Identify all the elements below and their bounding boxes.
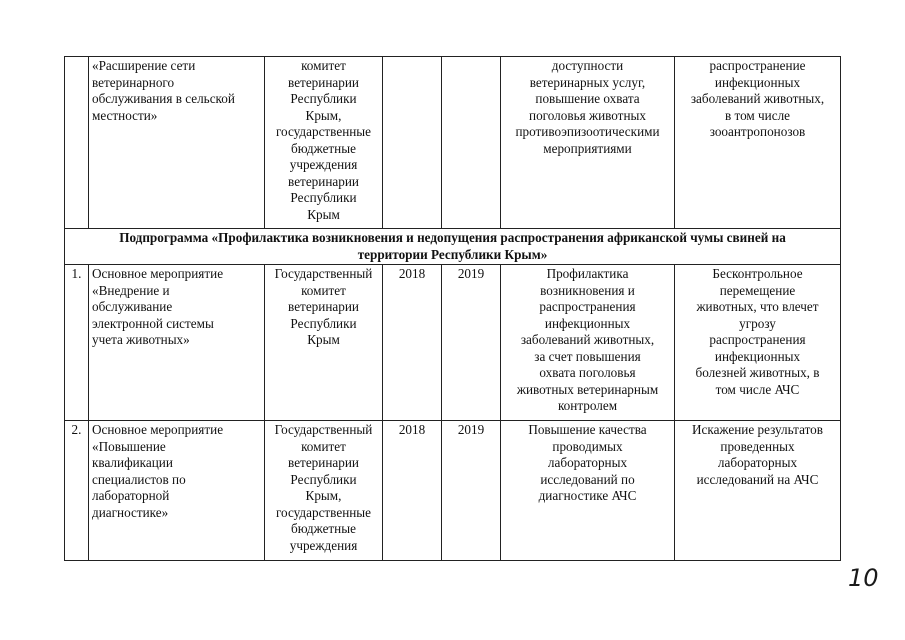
result-cell: Профилактика возникновения и распространения инфекционных заболеваний животных, за счет повышения охвата поголовья животных ветеринарным контролем (501, 265, 675, 421)
start-year-cell: 2018 (383, 421, 442, 561)
row-number-cell: 2. (65, 421, 89, 561)
subprogram-title: Подпрограмма «Профилактика возникновения и недопущения распространения африканской чумы свиней на территории Республики Крым» (65, 229, 841, 265)
executor-cell: комитет ветеринарии Республики Крым, государственные бюджетные учреждения ветеринарии Республики Крым (265, 57, 383, 229)
executor-cell: Государственный комитет ветеринарии Республики Крым, государственные бюджетные учреждения (265, 421, 383, 561)
measures-table (64, 56, 841, 561)
table-body (65, 57, 841, 561)
subprogram-row (65, 229, 841, 265)
end-year-cell: 2019 (442, 421, 501, 561)
table-row (65, 265, 841, 421)
start-year-cell: 2018 (383, 265, 442, 421)
result-cell: Повышение качества проводимых лабораторных исследований по диагностике АЧС (501, 421, 675, 561)
row-number-cell (65, 57, 89, 229)
table-row (65, 421, 841, 561)
result-cell: доступности ветеринарных услуг, повышение охвата поголовья животных противоэпизоотическими мероприятиями (501, 57, 675, 229)
end-year-cell (442, 57, 501, 229)
end-year-cell: 2019 (442, 265, 501, 421)
table-row (65, 57, 841, 229)
consequence-cell: распространение инфекционных заболеваний животных, в том числе зооантропонозов (675, 57, 841, 229)
event-cell: «Расширение сети ветеринарного обслуживания в сельской местности» (89, 57, 265, 229)
row-number-cell: 1. (65, 265, 89, 421)
event-cell: Основное мероприятие «Внедрение и обслуживание электронной системы учета животных» (89, 265, 265, 421)
executor-cell: Государственный комитет ветеринарии Республики Крым (265, 265, 383, 421)
page-number: 10 (848, 564, 879, 592)
consequence-cell: Искажение результатов проведенных лабораторных исследований на АЧС (675, 421, 841, 561)
consequence-cell: Бесконтрольное перемещение животных, что влечет угрозу распространения инфекционных болезней животных, в том числе АЧС (675, 265, 841, 421)
event-cell: Основное мероприятие «Повышение квалификации специалистов по лабораторной диагностике» (89, 421, 265, 561)
start-year-cell (383, 57, 442, 229)
